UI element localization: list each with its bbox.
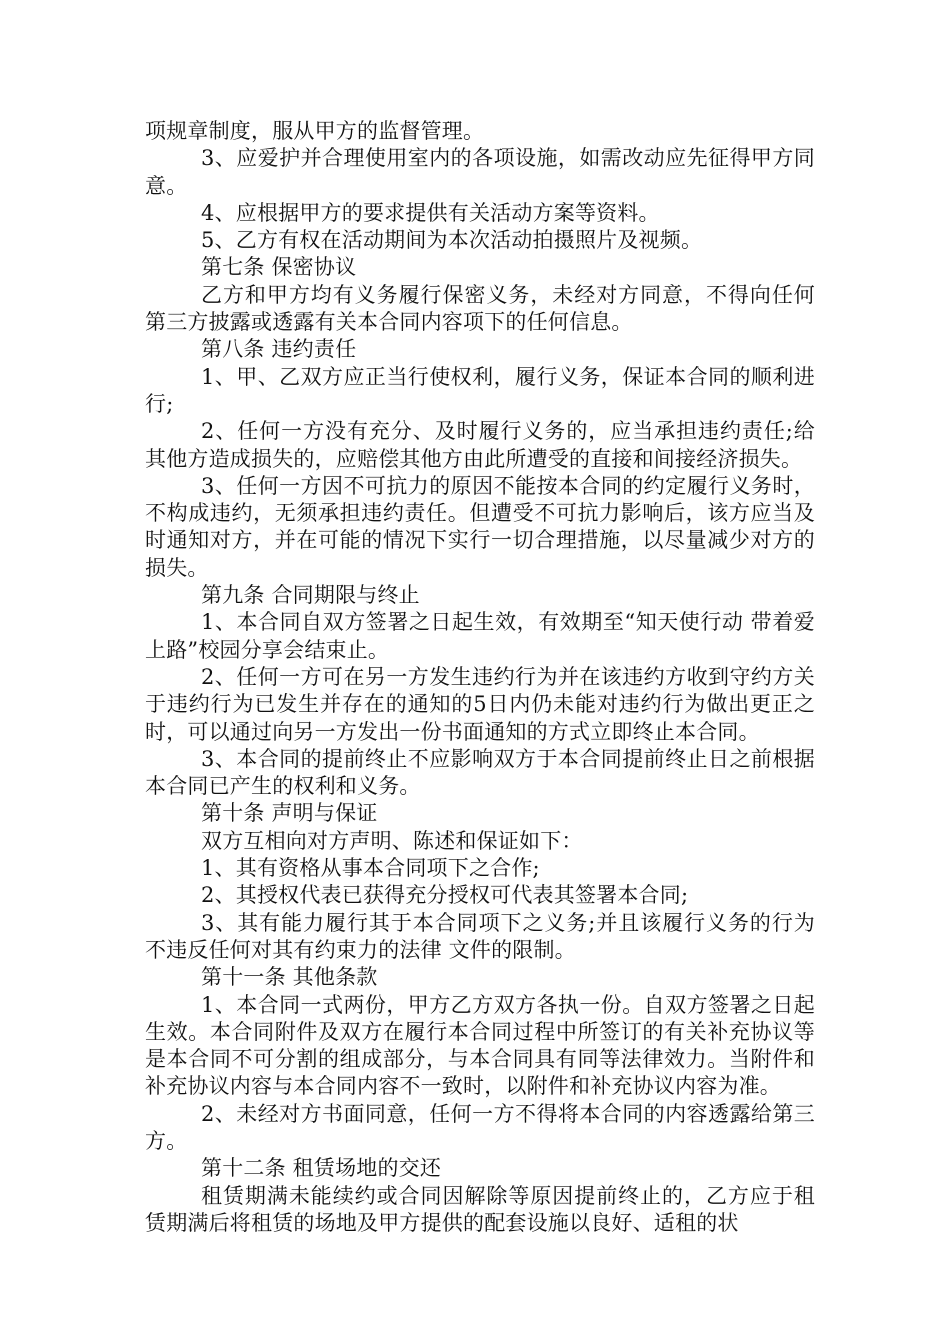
paragraph: 租赁期满未能续约或合同因解除等原因提前终止的，乙方应于租赁期满后将租赁的场地及甲方提供的配套设施以良好、适租的状 [145, 1183, 815, 1235]
paragraph: 双方互相向对方声明、陈述和保证如下： [201, 828, 583, 853]
paragraph: 1、其有资格从事本合同项下之合作; [201, 856, 540, 881]
section-heading: 第八条 违约责任 [201, 337, 357, 362]
section-heading: 第九条 合同期限与终止 [201, 583, 420, 608]
paragraph: 乙方和甲方均有义务履行保密义务，未经对方同意，不得向任何第三方披露或透露有关本合同内容项下的任何信息。 [145, 282, 815, 335]
paragraph: 1、本合同自双方签署之日起生效，有效期至“知天使行动 带着爱上路”校园分享会结束止。 [145, 610, 815, 662]
paragraph: 1、甲、乙双方应正当行使权利，履行义务，保证本合同的顺利进行; [145, 364, 815, 416]
paragraph: 2、其授权代表已获得充分授权可代表其签署本合同; [201, 883, 689, 908]
paragraph: 1、本合同一式两份，甲方乙方双方各执一份。自双方签署之日起生效。本合同附件及双方在履行本合同过程中所签订的有关补充协议等是本合同不可分割的组成部分，与本合同具有同等法律效力。当附件和补充协议内容与本合同内容不一致时，以附件和补充协议内容为准。 [145, 992, 815, 1099]
section-heading: 第七条 保密协议 [201, 255, 357, 280]
paragraph: 3、应爱护并合理使用室内的各项设施，如需改动应先征得甲方同意。 [145, 146, 815, 198]
section-heading: 第十二条 租赁场地的交还 [201, 1156, 442, 1181]
paragraph: 3、本合同的提前终止不应影响双方于本合同提前终止日之前根据本合同已产生的权利和义务。 [145, 746, 815, 799]
paragraph: 2、任何一方没有充分、及时履行义务的，应当承担违约责任;给其他方造成损失的，应赔偿其他方由此所遭受的直接和间接经济损失。 [145, 419, 815, 471]
section-heading: 第十条 声明与保证 [201, 801, 378, 826]
paragraph: 2、未经对方书面同意，任何一方不得将本合同的内容透露给第三方。 [145, 1101, 815, 1153]
paragraph: 2、任何一方可在另一方发生违约行为并在该违约方收到守约方关于违约行为已发生并存在的通知的5日内仍未能对违约行为做出更正之时，可以通过向另一方发出一份书面通知的方式立即终止本合同。 [145, 664, 815, 744]
paragraph: 5、乙方有权在活动期间为本次活动拍摄照片及视频。 [201, 228, 703, 253]
paragraph: 3、其有能力履行其于本合同项下之义务;并且该履行义务的行为不违反任何对其有约束力的法律 文件的限制。 [145, 910, 815, 962]
paragraph: 项规章制度，服从甲方的监督管理。 [145, 119, 485, 143]
contract-body [145, 118, 815, 1237]
section-heading: 第十一条 其他条款 [201, 965, 378, 990]
paragraph: 3、任何一方因不可抗力的原因不能按本合同的约定履行义务时，不构成违约，无须承担违约责任。但遭受不可抗力影响后，该方应当及时通知对方，并在可能的情况下实行一切合理措施，以尽量减少对方的损失。 [145, 473, 815, 580]
paragraph: 4、应根据甲方的要求提供有关活动方案等资料。 [201, 200, 660, 225]
